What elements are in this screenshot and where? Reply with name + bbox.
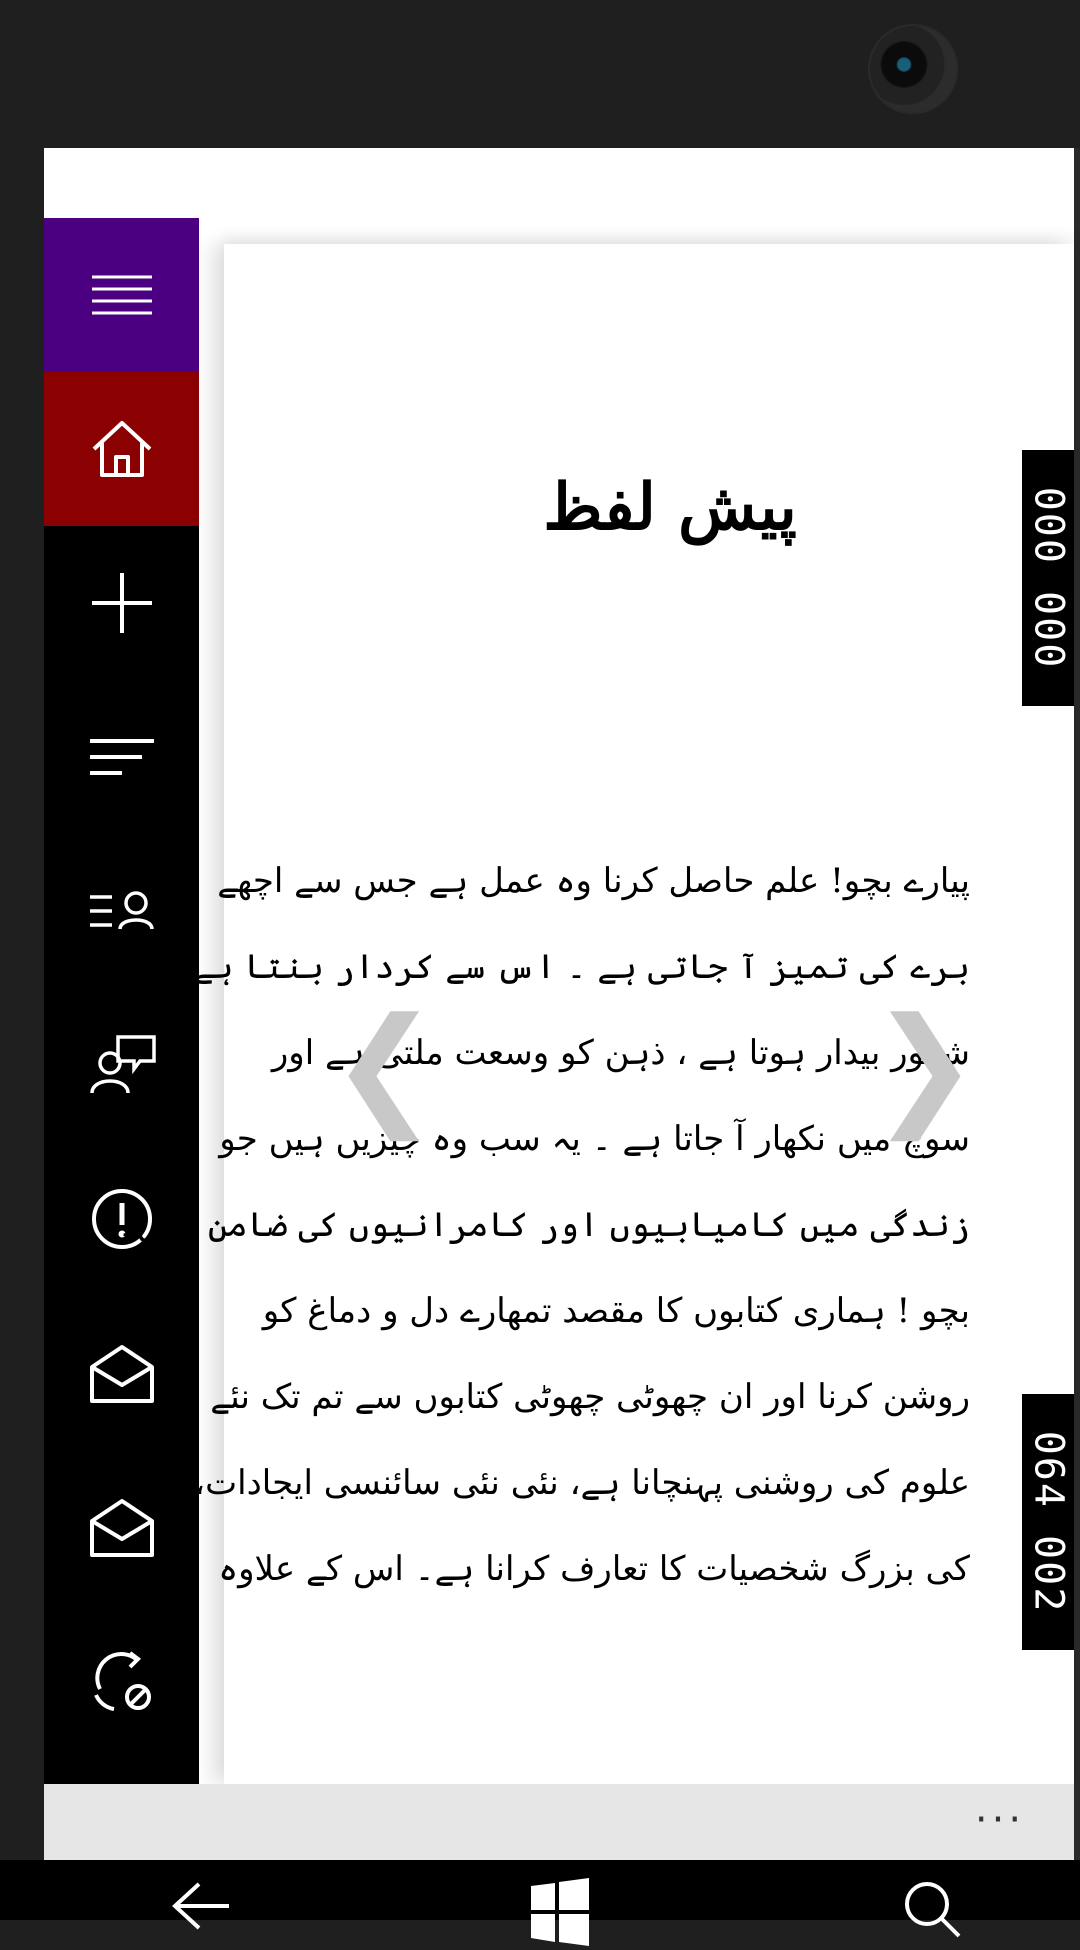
- start-button[interactable]: [520, 1880, 600, 1920]
- chevron-left-icon[interactable]: ❮: [330, 989, 439, 1141]
- contents-button[interactable]: [44, 680, 199, 834]
- back-arrow-icon: [165, 1880, 235, 1950]
- page-counter-top-label: 000 000: [1025, 486, 1072, 670]
- chevron-right-icon[interactable]: ❯: [870, 989, 979, 1141]
- page-counter-bottom: [1022, 1394, 1074, 1650]
- text-line: پیارے بچو! علم حاصل کرنا وہ عمل ہے جس سے اچھے: [217, 861, 970, 901]
- text-line: بچو ! ہماری کتابوں کا مقصد تمھارے دل و دماغ کو: [262, 1291, 970, 1331]
- text-line: زندگی میں کامیابیوں اور کامرانیوں کی ضامن ہیں۔: [117, 1205, 970, 1245]
- front-camera: [868, 24, 958, 114]
- text-line: سوچ میں نکھار آ جاتا ہے ۔ یہ سب وہ چیزیں ہیں جو: [219, 1119, 970, 1159]
- search-button[interactable]: [890, 1880, 970, 1920]
- page-counter-bottom-label: 064 002: [1025, 1430, 1072, 1614]
- page-counter-top: [1022, 450, 1074, 706]
- text-line: شعور بیدار ہوتا ہے ، ذہن کو وسعت ملتی ہے اور: [271, 1033, 970, 1073]
- plus-icon: [86, 567, 158, 639]
- windows-logo-icon: [525, 1880, 595, 1950]
- screen-edge: [1074, 148, 1080, 1860]
- text-line: برے کی تمیز آ جاتی ہے ۔ اس سے کردار بنتا ہے ،: [162, 947, 970, 987]
- add-button[interactable]: [44, 526, 199, 680]
- contact-list-icon: [86, 875, 158, 947]
- person-feedback-icon: [86, 1029, 158, 1101]
- home-button[interactable]: [44, 372, 199, 526]
- feedback-button[interactable]: [44, 988, 199, 1142]
- back-button[interactable]: [160, 1880, 240, 1920]
- home-icon: [86, 413, 158, 485]
- more-options-button[interactable]: ···: [974, 1797, 1026, 1843]
- body-paragraph: [117, 838, 970, 1612]
- menu-button[interactable]: [44, 218, 199, 372]
- list-icon: [86, 721, 158, 793]
- sync-button[interactable]: [44, 1604, 199, 1758]
- text-line: علوم کی روشنی پہنچانا ہے، نئی نئی سائنسی ایجادات، دنیا: [138, 1463, 970, 1503]
- open-mail-icon: [86, 1337, 158, 1409]
- page-title: پیش لفظ: [543, 470, 797, 545]
- mail-button[interactable]: [44, 1296, 199, 1450]
- text-line: روشن کرنا اور ان چھوٹی چھوٹی کتابوں سے تم تک نئے: [210, 1377, 970, 1417]
- sync-blocked-icon: [86, 1645, 158, 1717]
- app-bar: [44, 1784, 1074, 1860]
- hamburger-icon: [86, 259, 158, 331]
- search-icon: [895, 1880, 965, 1950]
- text-line: کی بزرگ شخصیات کا تعارف کرانا ہے۔ اس کے علاوہ: [218, 1549, 970, 1589]
